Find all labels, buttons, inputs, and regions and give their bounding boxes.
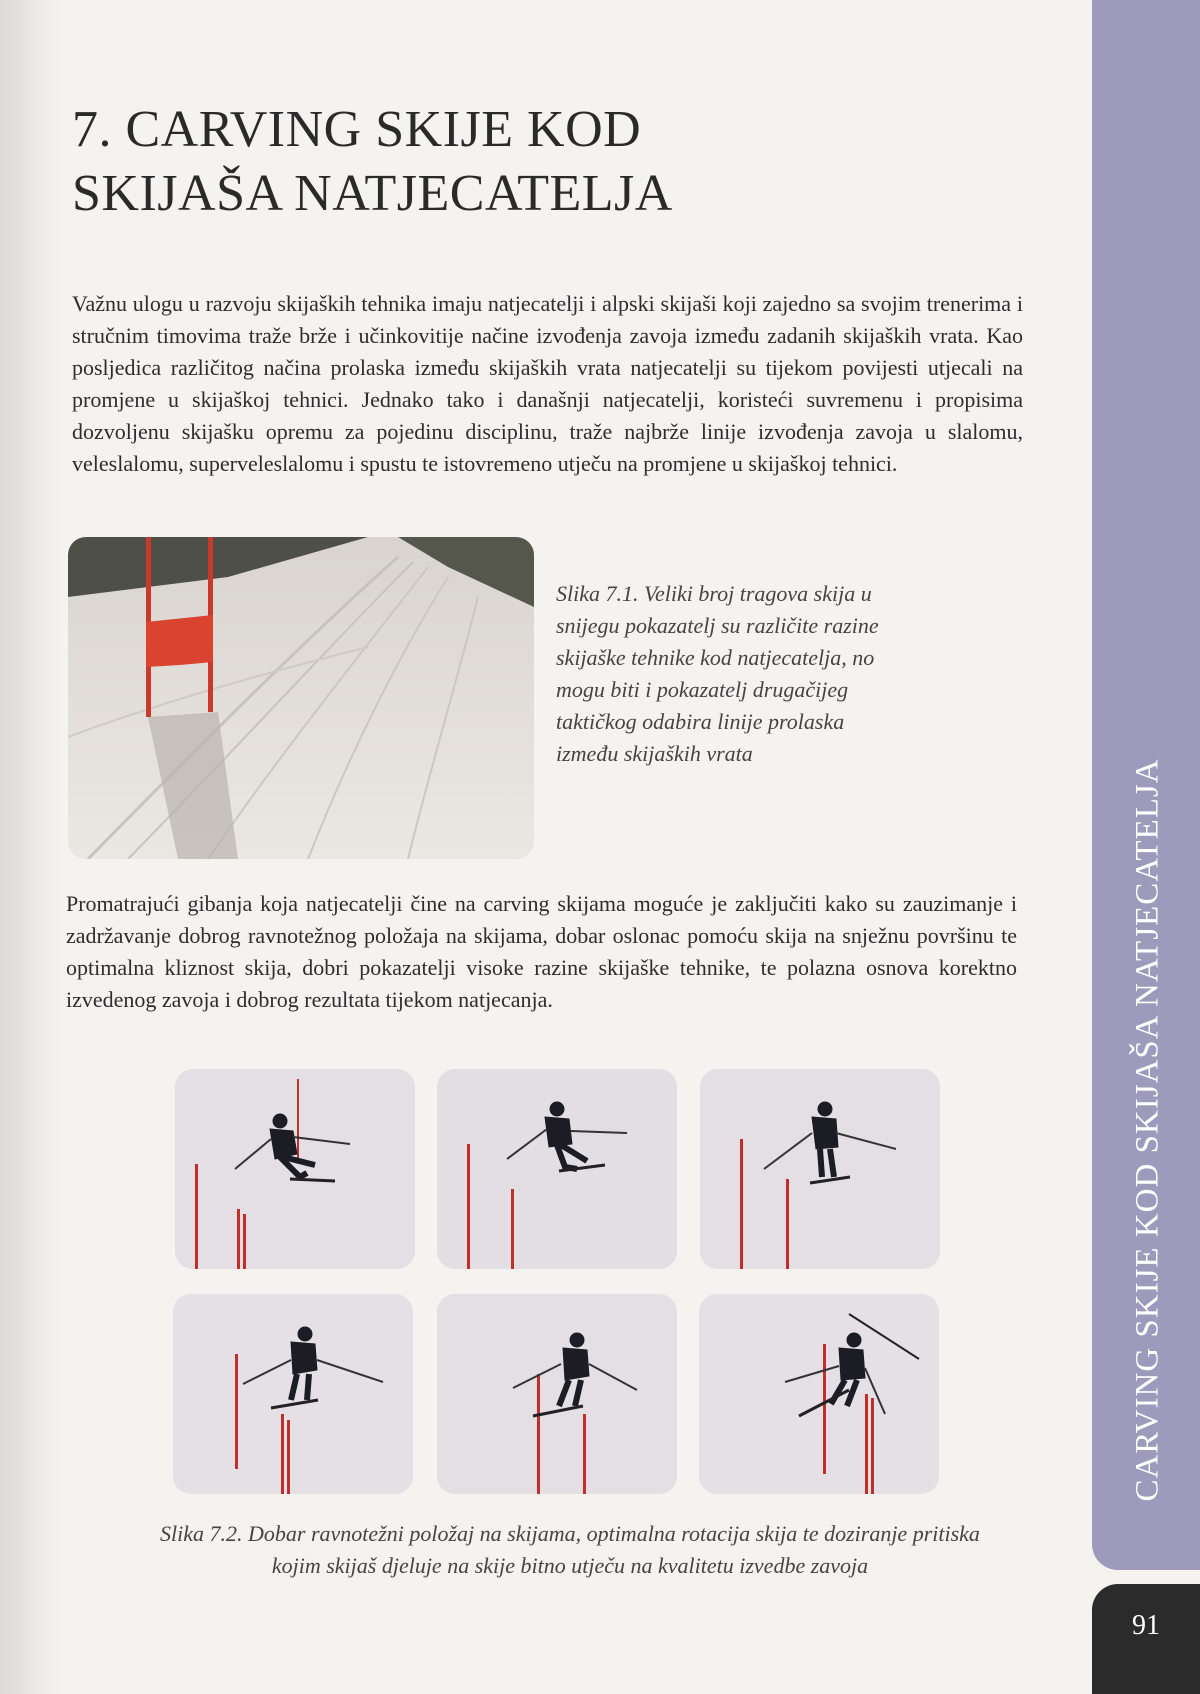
caption-line: Slika 7.1. Veliki broj tragova skija u [556,581,872,606]
intro-paragraph: Važnu ulogu u razvoju skijaških tehnika imaju natjecatelji i alpski skijaši koji zajedno sa svojim trenerima i stručnim timovima traže brže i učinkovitije načine izvođenja zavoja između zadanih skijaških vrata. Kao posljedica različitog načina prolaska između skijaških vrata natjecatelji su tijekom povijesti utjecali na promjene u skijaškoj tehnici. Jednako tako i današnji natjecatelji, koristeći suvremenu i propisima dozvoljenu skijašku opremu za pojedinu disciplinu, traže najbrže linije izvođenja zavoja u slalomu, veleslalomu, superveleslalomu i spustu te istovremeno utječu na promjene u skijaškoj tehnici. [72,291,1023,476]
chapter-side-tab-label: CARVING SKIJE KOD SKIJAŠA NATJECATELJA [1129,758,1166,1502]
skier-sequence-photo-6 [699,1294,939,1494]
caption-line: snijegu pokazatelj su različite razine [556,613,879,638]
ski-tracks-gate-photo [68,537,534,859]
skier-sequence-photo-2 [437,1069,677,1269]
page-number: 91 [1132,1610,1160,1641]
caption-line: mogu biti i pokazatelj drugačijeg [556,677,849,702]
caption-line: skijaške tehnike kod natjecatelja, no [556,645,875,670]
skier-sequence-photo-3 [700,1069,940,1269]
caption-line: kojim skijaš djeluje na skije bitno utječu na kvalitetu izvedbe zavoja [271,1553,869,1578]
gibanja-paragraph: Promatrajući gibanja koja natjecatelji čine na carving skijama moguće je zaključiti kako su zauzimanje i zadržavanje dobrog ravnotežnog položaja na skijama, dobar oslonac pomoću skija na snježnu površinu te optimalna kliznost skija, dobri pokazatelji visoke razine skijaške tehnike, te polazna osnova korektno izvedenog zavoja i dobrog rezultata tijekom natjecanja. [66,891,1017,1012]
caption-line: taktičkog odabira linije prolaska [556,709,845,734]
figure-7-2-caption [70,1518,1070,1582]
chapter-title-line-2: SKIJAŠA NATJECATELJA [72,165,673,222]
caption-line: između skijaških vrata [556,741,753,766]
skier-sequence-photo-1 [175,1069,415,1269]
skier-sequence-photo-5 [437,1294,677,1494]
chapter-title-line-1: 7. CARVING SKIJE KOD [72,101,642,158]
figure-7-1-caption [556,578,956,770]
page-gutter-shadow [0,0,60,1694]
skier-sequence-photo-4 [173,1294,413,1494]
caption-line: Slika 7.2. Dobar ravnotežni položaj na skijama, optimalna rotacija skija te doziranje pritiska [160,1521,980,1546]
chapter-title [72,98,972,226]
